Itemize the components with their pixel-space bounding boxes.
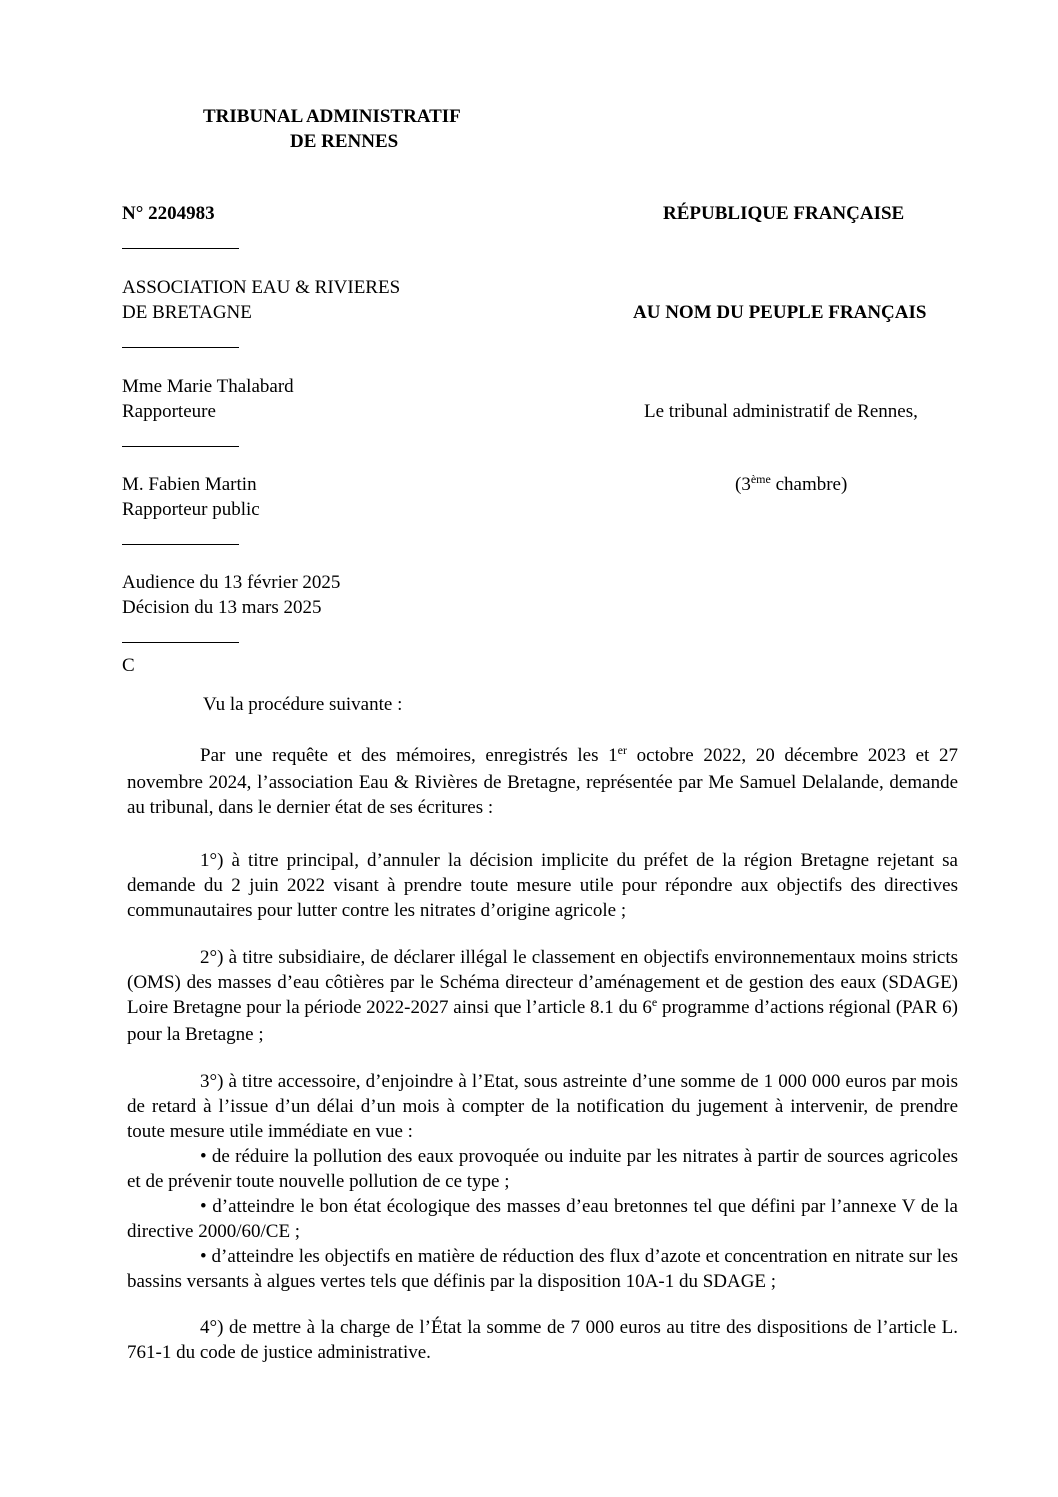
rapporteure-role: Rapporteure bbox=[122, 401, 216, 422]
separator-rule bbox=[122, 544, 239, 545]
bullet-item: • de réduire la pollution des eaux provoquée ou induite par les nitrates à partir de sources agricoles et de prévenir toute nouvelle pollution de ce type ; bbox=[127, 1146, 958, 1192]
chambre-label: (3ème chambre) bbox=[735, 472, 848, 495]
bullet-item: • d’atteindre les objectifs en matière de réduction des flux d’azote et concentration en nitrate sur les bassins versants à algues vertes tels que définis par la disposition 10A-1 du SDAGE ; bbox=[127, 1246, 958, 1292]
case-number: N° 2204983 bbox=[122, 203, 215, 224]
paragraph-conclusion-3: 3°) à titre accessoire, d’enjoindre à l’Etat, sous astreinte d’une somme de 1 000 000 euros par mois de retard à l’issue d’un délai d’un mois à compter de la notification du jugement à intervenir, de prendre toute mesure utile immédiate en vue : • de réduire la pollution des eaux provoquée ou induite par les nitrates à partir de sources agricoles et de prévenir toute nouvelle pollution de ce type ; • d’atteindre le bon état écologique des masses d’eau bretonnes tel que défini par l’annexe V de la directive 2000/60/CE ; • d’atteindre les objectifs en matière de réduction des flux d’azote et concentration en nitrate sur les bassins versants à algues vertes tels que définis par la disposition 10A-1 du SDAGE ; bbox=[127, 1071, 958, 1292]
rapporteur-public-name: M. Fabien Martin bbox=[122, 474, 257, 495]
rapporteure-name: Mme Marie Thalabard bbox=[122, 376, 294, 397]
court-name-line1: TRIBUNAL ADMINISTRATIF bbox=[203, 106, 461, 127]
au-nom-heading: AU NOM DU PEUPLE FRANÇAIS bbox=[633, 302, 927, 323]
vu-procedure: Vu la procédure suivante : bbox=[203, 694, 403, 715]
party-line1: ASSOCIATION EAU & RIVIERES bbox=[122, 277, 401, 298]
court-name-line2: DE RENNES bbox=[290, 131, 399, 152]
paragraph-conclusion-4: 4°) de mettre à la charge de l’État la somme de 7 000 euros au titre des dispositions de l’article L. 761-1 du code de justice administrative. bbox=[127, 1317, 958, 1363]
rapporteur-public-role: Rapporteur public bbox=[122, 499, 260, 520]
paragraph-conclusion-1: 1°) à titre principal, d’annuler la décision implicite du préfet de la région Bretagne rejetant sa demande du 2 juin 2022 visant à prendre toute mesure utile pour répondre aux objectifs des directives communautaires pour lutter contre les nitrates d’origine agricole ; bbox=[127, 850, 958, 921]
bullet-item: • d’atteindre le bon état écologique des masses d’eau bretonnes tel que défini par l’annexe V de la directive 2000/60/CE ; bbox=[127, 1196, 958, 1242]
party-line2: DE BRETAGNE bbox=[122, 302, 252, 323]
audience-date: Audience du 13 février 2025 bbox=[122, 572, 341, 593]
paragraph-requete: Par une requête et des mémoires, enregistrés les 1er octobre 2022, 20 décembre 2023 et 27 novembre 2024, l’association Eau & Rivières de Bretagne, représentée par Me Samuel Delalande, demande au tribunal, dans le dernier état de ses écritures : bbox=[127, 743, 958, 818]
separator-rule bbox=[122, 248, 239, 249]
tribunal-line: Le tribunal administratif de Rennes, bbox=[644, 401, 918, 422]
publication-code: C bbox=[122, 655, 135, 676]
separator-rule bbox=[122, 642, 239, 643]
separator-rule bbox=[122, 446, 239, 447]
separator-rule bbox=[122, 347, 239, 348]
republic-heading: RÉPUBLIQUE FRANÇAISE bbox=[663, 203, 905, 224]
paragraph-conclusion-2: 2°) à titre subsidiaire, de déclarer illégal le classement en objectifs environnementaux moins stricts (OMS) des masses d’eau côtières par le Schéma directeur d’aménagement et de gestion des eaux (SDAGE) Loire Bretagne pour la période 2022-2027 ainsi que l’article 8.1 du 6e programme d’actions régional (PAR 6) pour la Bretagne ; bbox=[127, 947, 958, 1045]
decision-date: Décision du 13 mars 2025 bbox=[122, 597, 322, 618]
